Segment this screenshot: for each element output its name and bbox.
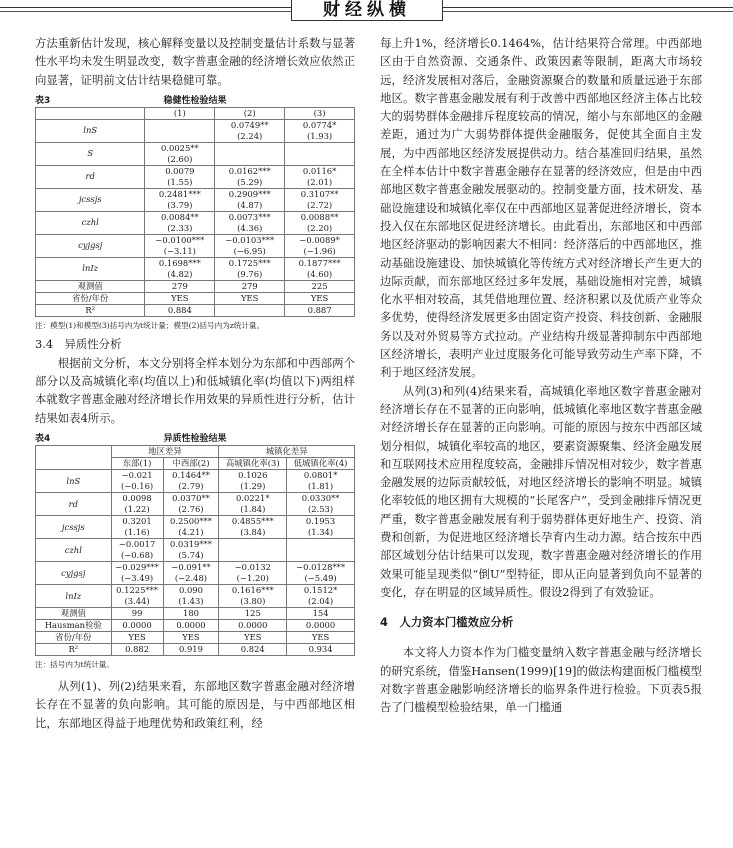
right-paragraph-1: 每上升1%，经济增长0.1464%，估计结果符合常理。中西部地区由于自然资源、交通条件、政策因素等限制，距离大市场较远，经济发展相对落后，金融资源聚合的数量和质量远逊于东部地区。数字普惠金融发展有利于改善中西部地区经济主体占比较大的弱势群体金融排斥程度较高的情况，缩小与东部地区的金融差距，通过为广大弱势群体提供金融服务，促使其全面自主发展，为中西部地区经济发展提供动力。结合基准回归结果，虽然在全样本估计中数字普惠金融存在显著的经济效应，但是由中西部地区数字普惠金融发展驱动的。控制变量方面，技术研发、基础设施建设和城镇化率仅在中西部地区显著促进经济增长，资本投入仅在东部地区促进经济增长。由此看出，东部地区和中西部地区经济驱动的影响因素大不相同：经济落后的中西部地区，推动基础设施建设、加快城镇化等传统方式对经济增长产生更大的边际贡献，而东部地区经过多年发展，基础设施相对完善，城镇化水平相对较高，其凭借地理位置、经济积累以及优质产业等众多优势，使得经济发展更多由固定资产投资、科技创新、金融服务以及对外贸易等方式拉动。产业结构升级显著抑制东中西部地区经济增长，表明产业过度服务化可能导致劳动生产率下降，不利于地区经济发展。 [380,36,702,380]
right-paragraph-2: 从列(3)和列(4)结果来看，高城镇化率地区数字普惠金融对经济增长存在不显著的正向影响，低城镇化率地区数字普惠金融对经济增长存在显著的正向影响。可能的原因与按东中西部区域划分相似，城镇化率较高的地区，要素资源聚集、经济金融发展和互联网技术应用程度较高，金融排斥情况相对较少，数字普惠金融发展的边际贡献较低，对地区经济增长的影响不明显。城镇化率较低的地区拥有大规模的“长尾客户”，受到金融排斥情况更严重，数字普惠金融发展有利于弱势群体更好地生产、投资、消费和创新，为促进地区经济增长孕育内生动力源。结合按东中西部区域划分估计结果可以发现，数字普惠金融对经济增长的作用效果可能呈现类似“倒U”型特征，即从正向显著到负向不显著的变化，存在明显的区域异质性。假设2得到了有效验证。 [380,383,702,599]
table-row [36,539,355,562]
t-statistic: (2.04) [307,596,334,607]
group-header-region: 地区差异 [111,446,219,458]
t-statistic: (3.80) [240,596,266,607]
t-statistic: (1.16) [124,527,150,538]
coefficient-value: 0.1725*** [228,257,271,268]
coefficient-value: 0.0079 [165,165,195,176]
column-title: 财经纵横 [291,0,443,21]
table-cell [163,470,219,493]
coefficient-value: 0.0025** [161,142,199,153]
table-cell [111,539,163,562]
table-footer-row [36,620,355,632]
table-cell [287,539,355,562]
table-cell [215,211,285,234]
table-row [36,165,355,188]
table-cell [163,516,219,539]
table-cell [287,516,355,539]
t-statistic: (3.79) [167,199,193,210]
right-paragraph-3: 本文将人力资本作为门槛变量纳入数字普惠金融与经济增长的研究系统，借鉴Hansen(1999)[19]的做法构建面板门槛模型对数字普惠金融影响经济增长的临界条件进行检验。下页表5报告了门槛模型检验结果，单一门槛通 [380,645,702,715]
table-cell [219,470,287,493]
coefficient-value: −0.0128*** [296,562,346,573]
table-footer-row [36,280,355,292]
table-cell [215,165,285,188]
table-cell: 0.882 [111,644,163,656]
t-statistic: (4.60) [306,268,333,279]
coefficient-value: 0.1464** [172,470,210,481]
coefficient-value: 0.0330** [301,493,340,504]
table4-note: 注：括号内为t统计量。 [35,660,114,670]
row-variable-label: jcssjs [36,516,112,539]
table-cell [285,211,355,234]
t-statistic: (3.44) [124,596,150,607]
t-statistic: (2.79) [178,481,204,492]
footer-row-label: R² [36,644,112,656]
coefficient-value: −0.0089* [299,234,340,245]
table-cell [219,585,287,608]
t-statistic: (2.20) [306,222,333,233]
table-cell [285,257,355,280]
row-variable-label: cyjgsj [36,562,112,585]
table-cell: 154 [287,608,355,620]
table-cell [111,516,163,539]
table-cell [285,188,355,211]
table-cell: 0.934 [287,644,355,656]
t-statistic: (4.82) [167,268,193,279]
coefficient-value: 0.0088** [300,211,339,222]
t-statistic: (9.76) [237,268,263,279]
row-variable-label: rd [36,165,145,188]
coefficient-value: 0.4855*** [231,516,274,527]
table-cell [215,234,285,257]
coefficient-value: 0.1225*** [116,585,158,596]
table4-title: 异质性检验结果 [163,434,227,445]
page-header [0,0,733,26]
table-cell: 0.824 [219,644,287,656]
row-variable-label: jcssjs [36,188,145,211]
t-statistic: (−1.20) [236,573,269,584]
table4 [35,445,355,656]
t-statistic: (−0.68) [120,550,154,561]
table-row [36,234,355,257]
group-header-urbanization: 城镇化差异 [219,446,355,458]
t-statistic: (1.22) [124,504,150,515]
t-statistic: (5.29) [237,176,263,187]
table-row [36,516,355,539]
t-statistic: (−3.11) [163,245,196,256]
left-heterogeneity-paragraph: 根据前文分析，本文分别将全样本划分为东部和中西部两个部分以及高城镇化率(均值以上)和低城镇化率(均值以下)两组样本就数字普惠金融对经济增长作用效果的异质性进行分析，估计结果如表4所示。 [35,355,355,425]
table-row [36,470,355,493]
t-statistic: (−5.49) [304,573,337,584]
table-cell [215,188,285,211]
table-cell [163,585,219,608]
table-footer-row [36,632,355,644]
table-cell: YES [163,632,219,644]
table-cell [287,585,355,608]
table-cell: 125 [219,608,287,620]
column-header: 低城镇化率(4) [287,458,355,470]
table-cell: 0.0000 [163,620,219,632]
table-cell [111,585,163,608]
column-header: (1) [145,107,215,119]
t-statistic: (2.33) [167,222,193,233]
table-cell [163,493,219,516]
table-cell [215,119,285,142]
column-header: 中西部(2) [163,458,219,470]
coefficient-value: −0.0103*** [225,234,275,245]
table-cell [145,119,215,142]
t-statistic: (2.72) [306,199,333,210]
t-statistic: (4.87) [237,199,263,210]
table-cell [215,257,285,280]
row-variable-label: czhl [36,539,112,562]
table-corner-cell [36,446,112,470]
section-4-heading: 4 人力资本门槛效应分析 [380,615,514,630]
table-row [36,493,355,516]
table4-caption [35,429,355,445]
table3-note: 注：模型(1)和模型(3)括号内为t统计量；模型(2)括号内为z统计量。 [35,320,265,330]
table-cell [219,516,287,539]
table3-caption [35,91,355,107]
coefficient-value: 0.0073*** [228,211,271,222]
left-intro-paragraph: 方法重新估计发现，核心解释变量以及控制变量估计系数与显著性水平均未发生明显改变，数字普惠金融的经济增长效应依然正向显著，证明前文估计结果稳健可靠。 [35,36,355,87]
table-cell [287,562,355,585]
coefficient-value: 0.0370** [172,493,210,504]
footer-row-label: 省份/年份 [36,292,145,304]
table3-title: 稳健性检验结果 [163,95,227,106]
column-header: 东部(1) [111,458,163,470]
t-statistic: (−1.96) [303,245,336,256]
t-statistic: (−0.16) [120,481,154,492]
coefficient-value: 0.2481*** [158,188,201,199]
table-cell [111,562,163,585]
coefficient-value: −0.0132 [234,562,271,573]
row-variable-label: lnIz [36,585,112,608]
coefficient-value: 0.3107** [300,188,339,199]
table-cell [285,234,355,257]
t-statistic: (−3.49) [120,573,154,584]
table-cell: 279 [145,280,215,292]
coefficient-value: 0.1616*** [231,585,274,596]
t-statistic: (−6.95) [233,245,266,256]
t-statistic: (3.84) [240,527,266,538]
section-3-4-heading: 3.4 异质性分析 [35,336,122,351]
column-header: (2) [215,107,285,119]
coefficient-value: 0.0162*** [228,165,271,176]
table-cell [285,119,355,142]
table-row [36,211,355,234]
t-statistic: (2.24) [237,130,263,141]
table-footer-row [36,304,355,316]
t-statistic: (1.29) [240,481,266,492]
coefficient-value: −0.0017 [118,539,156,550]
table-cell: YES [219,632,287,644]
table-cell: YES [215,292,285,304]
row-variable-label: lnS [36,119,145,142]
table-header-row [36,107,355,119]
coefficient-value: 0.0084** [161,211,199,222]
table-cell: 0.0000 [219,620,287,632]
coefficient-value: 0.0098 [122,493,152,504]
t-statistic: (1.81) [307,481,334,492]
left-results-paragraph: 从列(1)、列(2)结果来看，东部地区数字普惠金融对经济增长存在不显著的负向影响。其可能的原因是，与中西部地区相比，东部地区得益于地理优势和政策红利，经 [35,679,355,730]
column-header [36,107,145,119]
table-cell: 99 [111,608,163,620]
t-statistic: (2.76) [178,504,204,515]
coefficient-value: −0.0100*** [155,234,205,245]
table-cell [287,470,355,493]
t-statistic: (1.93) [306,130,333,141]
t-statistic: (1.84) [240,504,266,515]
table-cell [219,493,287,516]
t-statistic: (1.55) [167,176,193,187]
footer-row-label: 观测值 [36,608,112,620]
table-cell: 279 [215,280,285,292]
table-cell [145,142,215,165]
table-cell [287,493,355,516]
table-row [36,142,355,165]
coefficient-value: −0.029*** [115,562,159,573]
table-cell: 0.0000 [111,620,163,632]
row-variable-label: lnS [36,470,112,493]
table-row [36,257,355,280]
footer-row-label: 观测值 [36,280,145,292]
coefficient-value: 0.1026 [238,470,268,481]
table-cell [285,142,355,165]
table-cell: 0.884 [145,304,215,316]
table-row [36,188,355,211]
table-cell [145,165,215,188]
t-statistic: (2.01) [306,176,333,187]
row-variable-label: S [36,142,145,165]
row-variable-label: czhl [36,211,145,234]
t-statistic: (5.74) [178,550,204,561]
table-row [36,562,355,585]
table-cell [215,304,285,316]
table-cell: YES [145,292,215,304]
table-cell: YES [287,632,355,644]
right-column [380,34,702,716]
row-variable-label: cyjgsj [36,234,145,257]
table-cell: 0.919 [163,644,219,656]
coefficient-value: 0.0319*** [170,539,212,550]
table-cell: YES [285,292,355,304]
t-statistic: (4.36) [237,222,263,233]
column-header: 高城镇化率(3) [219,458,287,470]
table-cell [145,211,215,234]
table-footer-row [36,644,355,656]
table-cell [145,257,215,280]
table-cell [219,562,287,585]
coefficient-value: 0.0116* [302,165,337,176]
table-cell [111,493,163,516]
table-group-header-row [36,446,355,458]
table-cell [285,165,355,188]
coefficient-value: 0.3201 [122,516,152,527]
coefficient-value: 0.1877*** [298,257,341,268]
table-row [36,119,355,142]
table-cell [145,234,215,257]
footer-row-label: Hausman检验 [36,620,112,632]
table-cell [219,539,287,562]
table-cell [163,539,219,562]
table-footer-row [36,608,355,620]
table-cell [111,470,163,493]
row-variable-label: lnIz [36,257,145,280]
t-statistic: (2.53) [307,504,334,515]
coefficient-value: 0.0801* [303,470,338,481]
coefficient-value: 0.1698*** [158,257,201,268]
coefficient-value: 0.0749** [230,119,269,130]
table-cell: 225 [285,280,355,292]
coefficient-value: 0.0774* [302,119,337,130]
table3 [35,107,355,317]
table-cell [145,188,215,211]
t-statistic: (1.43) [178,596,204,607]
table-cell [215,142,285,165]
table-cell: YES [111,632,163,644]
coefficient-value: 0.0221* [236,493,270,504]
t-statistic: (2.60) [167,153,193,164]
coefficient-value: −0.021 [121,470,153,481]
footer-row-label: 省份/年份 [36,632,112,644]
coefficient-value: −0.091** [171,562,211,573]
coefficient-value: 0.1953 [305,516,336,527]
t-statistic: (1.34) [307,527,334,538]
table-cell [163,562,219,585]
coefficient-value: 0.090 [178,585,203,596]
left-column [35,34,355,732]
coefficient-value: 0.2500*** [170,516,212,527]
table3-label: 表3 [35,95,51,106]
table-row [36,585,355,608]
footer-row-label: R² [36,304,145,316]
table-cell: 180 [163,608,219,620]
table4-label: 表4 [35,434,51,445]
table-footer-row [36,292,355,304]
table-cell: 0.887 [285,304,355,316]
column-header: (3) [285,107,355,119]
coefficient-value: 0.1512* [303,585,338,596]
coefficient-value: 0.2909*** [228,188,271,199]
t-statistic: (−2.48) [174,573,208,584]
t-statistic: (4.21) [178,527,204,538]
table-cell: 0.0000 [287,620,355,632]
row-variable-label: rd [36,493,112,516]
